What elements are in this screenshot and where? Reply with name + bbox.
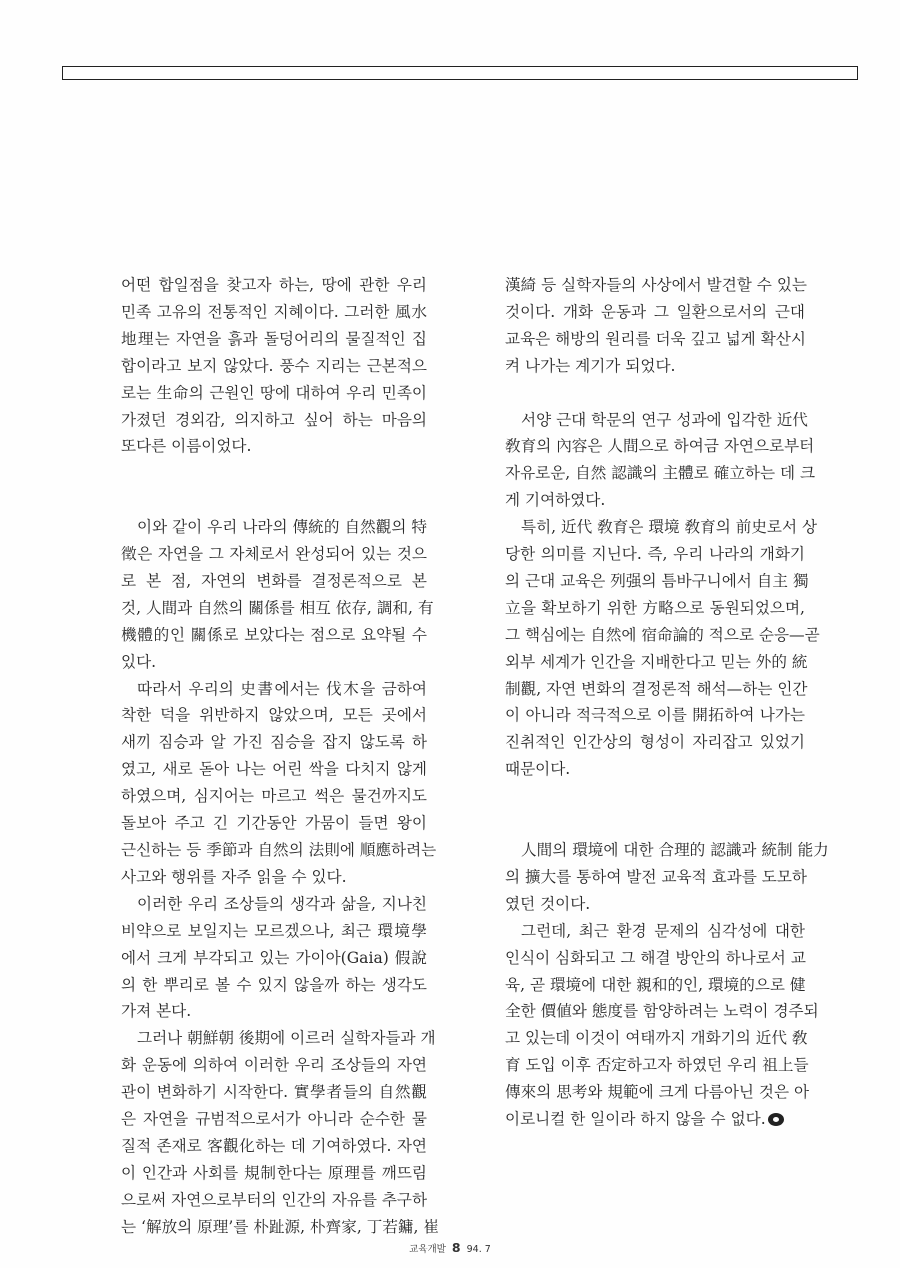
text-line: 인식이 심화되고 그 해결 방안의 하나로서 교 (505, 948, 806, 967)
text-line: 이로니컬 한 일이라 하지 않을 수 없다. (505, 1110, 766, 1129)
text-line: 으로써 자연으로부터의 인간의 자유를 추구하 (121, 1190, 428, 1209)
text-line: 가졌던 경외감, 의지하고 싶어 하는 마음의 (121, 410, 427, 429)
text-line: 하였으며, 심지어는 마르고 썩은 물건까지도 (121, 787, 427, 806)
text-line: 착한 덕을 위반하지 않았으며, 모든 곳에서 (121, 706, 427, 725)
header-rule-box (62, 66, 858, 80)
paragraph-gap (121, 460, 427, 514)
text-line: 그 핵심에는 自然에 宿命論的 적으로 순응—곧 (505, 625, 820, 644)
text-line: 育 도입 이후 否定하고자 하였던 우리 祖上들 (505, 1056, 809, 1075)
page-footer (0, 1240, 900, 1255)
text-line: 켜 나가는 계기가 되었다. (505, 356, 676, 375)
text-line: 의 근대 교육은 列强의 틈바구니에서 自主 獨 (505, 571, 809, 590)
text-line: 로 본 점, 자연의 변화를 결정론적으로 본 (121, 571, 427, 590)
text-line: 敎育의 內容은 人間으로 하여금 자연으로부터 (505, 437, 815, 456)
text-line: 어떤 합일점을 찾고자 하는, 땅에 관한 우리 (121, 276, 427, 294)
text-line: 또다른 이름이었다. (121, 437, 252, 456)
paragraph-gap (505, 380, 805, 407)
text-line: 徵은 자연을 그 자체로서 완성되어 있는 것으 (121, 545, 427, 564)
journal-name: 교육개발 (409, 1244, 446, 1255)
text-line: 비약으로 보일지는 모르겠으나, 최근 環境學 (121, 921, 427, 940)
text-line: 에서 크게 부각되고 있는 가이아(Gaia) 假說 (121, 948, 427, 967)
text-line: 制觀, 자연 변화의 결정론적 해석—하는 인간 (505, 679, 808, 698)
text-line: 특히, 近代 敎育은 環境 敎育의 前史로서 상 (521, 518, 818, 537)
text-line: 이 인간과 사회를 規制한다는 原理를 깨뜨림 (121, 1163, 427, 1182)
text-line: 관이 변화하기 시작한다. 實學者들의 自然觀 (121, 1083, 427, 1102)
left-column (121, 272, 440, 1241)
text-line: 의 한 뿌리로 볼 수 있지 않을까 하는 생각도 (121, 975, 427, 994)
text-line: 漢綺 등 실학자들의 사상에서 발견할 수 있는 (505, 276, 807, 294)
text-line: 全한 價値와 態度를 함양하려는 노력이 경주되 (505, 1002, 819, 1021)
text-line: 機體的인 關係로 보았다는 점으로 요약될 수 (121, 625, 427, 644)
text-line: 이와 같이 우리 나라의 傳統的 自然觀의 特 (137, 518, 427, 537)
text-line: 는 ‘解放의 原理’를 朴趾源, 朴齊家, 丁若鏞, 崔 (121, 1217, 440, 1236)
text-line: 의 擴大를 통하여 발전 교육적 효과를 도모하 (505, 867, 807, 886)
page-number: 8 (451, 1240, 461, 1255)
text-line: 돌보아 주고 긴 기간동안 가뭄이 들면 왕이 (121, 814, 427, 833)
text-line: 가져 본다. (121, 1002, 192, 1021)
text-line: 따라서 우리의 史書에서는 伐木을 금하여 (137, 679, 427, 698)
text-line: 人間의 環境에 대한 合理的 認識과 統制 能力 (521, 841, 829, 859)
text-line: 서양 근대 학문의 연구 성과에 입각한 近代 (521, 410, 808, 429)
text-line: 있다. (121, 652, 157, 671)
text-line: 근신하는 등 季節과 自然의 法則에 順應하려는 (121, 841, 437, 860)
text-line: 화 운동에 의하여 이러한 우리 조상들의 자연 (121, 1056, 427, 1075)
text-line: 이 아니라 적극적으로 이를 開拓하여 나가는 (505, 706, 805, 725)
text-line: 교육은 해방의 원리를 더욱 깊고 넓게 확산시 (505, 329, 806, 348)
text-line: 새끼 짐승과 알 가진 짐승을 잡지 않도록 하 (121, 733, 427, 752)
text-line: 였던 것이다. (505, 894, 591, 913)
text-line: 합이라고 보지 않았다. 풍수 지리는 근본적으 (121, 356, 427, 375)
text-line: 것, 人間과 自然의 關係를 相互 依存, 調和, 有 (121, 598, 434, 617)
text-line: 고 있는데 이것이 여태까지 개화기의 近代 敎 (505, 1029, 808, 1048)
text-line: 은 자연을 규범적으로서가 아니라 순수한 물 (121, 1110, 427, 1129)
text-line: 사고와 행위를 자주 읽을 수 있다. (121, 867, 347, 886)
text-line-final (505, 1106, 805, 1133)
text-line: 민족 고유의 전통적인 지혜이다. 그러한 風水 (121, 302, 427, 321)
text-line: 때문이다. (505, 760, 571, 779)
text-line: 게 기여하였다. (505, 491, 606, 510)
text-line: 였고, 새로 돋아 나는 어린 싹을 다치지 않게 (121, 760, 427, 779)
paragraph-gap (505, 783, 805, 837)
text-line: 외부 세계가 인간을 지배한다고 믿는 外的 統 (505, 652, 808, 671)
text-line: 진취적인 인간상의 형성이 자리잡고 있었기 (505, 733, 805, 752)
text-line: 자유로운, 自然 認識의 主體로 確立하는 데 크 (505, 464, 816, 483)
issue-date: 94. 7 (466, 1244, 491, 1255)
text-line: 질적 존재로 客觀化하는 데 기여하였다. 자연 (121, 1136, 427, 1155)
text-line: 그런데, 최근 환경 문제의 심각성에 대한 (521, 921, 805, 940)
text-line: 것이다. 개화 운동과 그 일환으로서의 근대 (505, 302, 805, 321)
text-line: 傳來의 思考와 規範에 크게 다름아닌 것은 아 (505, 1083, 810, 1102)
text-line: 그러나 朝鮮朝 後期에 이르러 실학자들과 개 (137, 1029, 436, 1048)
text-line: 이러한 우리 조상들의 생각과 삶을, 지나친 (137, 894, 427, 913)
text-line: 立을 확보하기 위한 方略으로 동원되었으며, (505, 598, 805, 617)
end-of-article-icon (768, 1113, 784, 1126)
text-line: 육, 곧 環境에 대한 親和的인, 環境的으로 健 (505, 975, 806, 994)
text-line: 地理는 자연을 흙과 돌덩어리의 물질적인 집 (121, 329, 427, 348)
right-column (505, 272, 829, 1133)
text-line: 당한 의미를 지닌다. 즉, 우리 나라의 개화기 (505, 545, 805, 564)
text-line: 로는 生命의 근원인 땅에 대하여 우리 민족이 (121, 383, 427, 402)
